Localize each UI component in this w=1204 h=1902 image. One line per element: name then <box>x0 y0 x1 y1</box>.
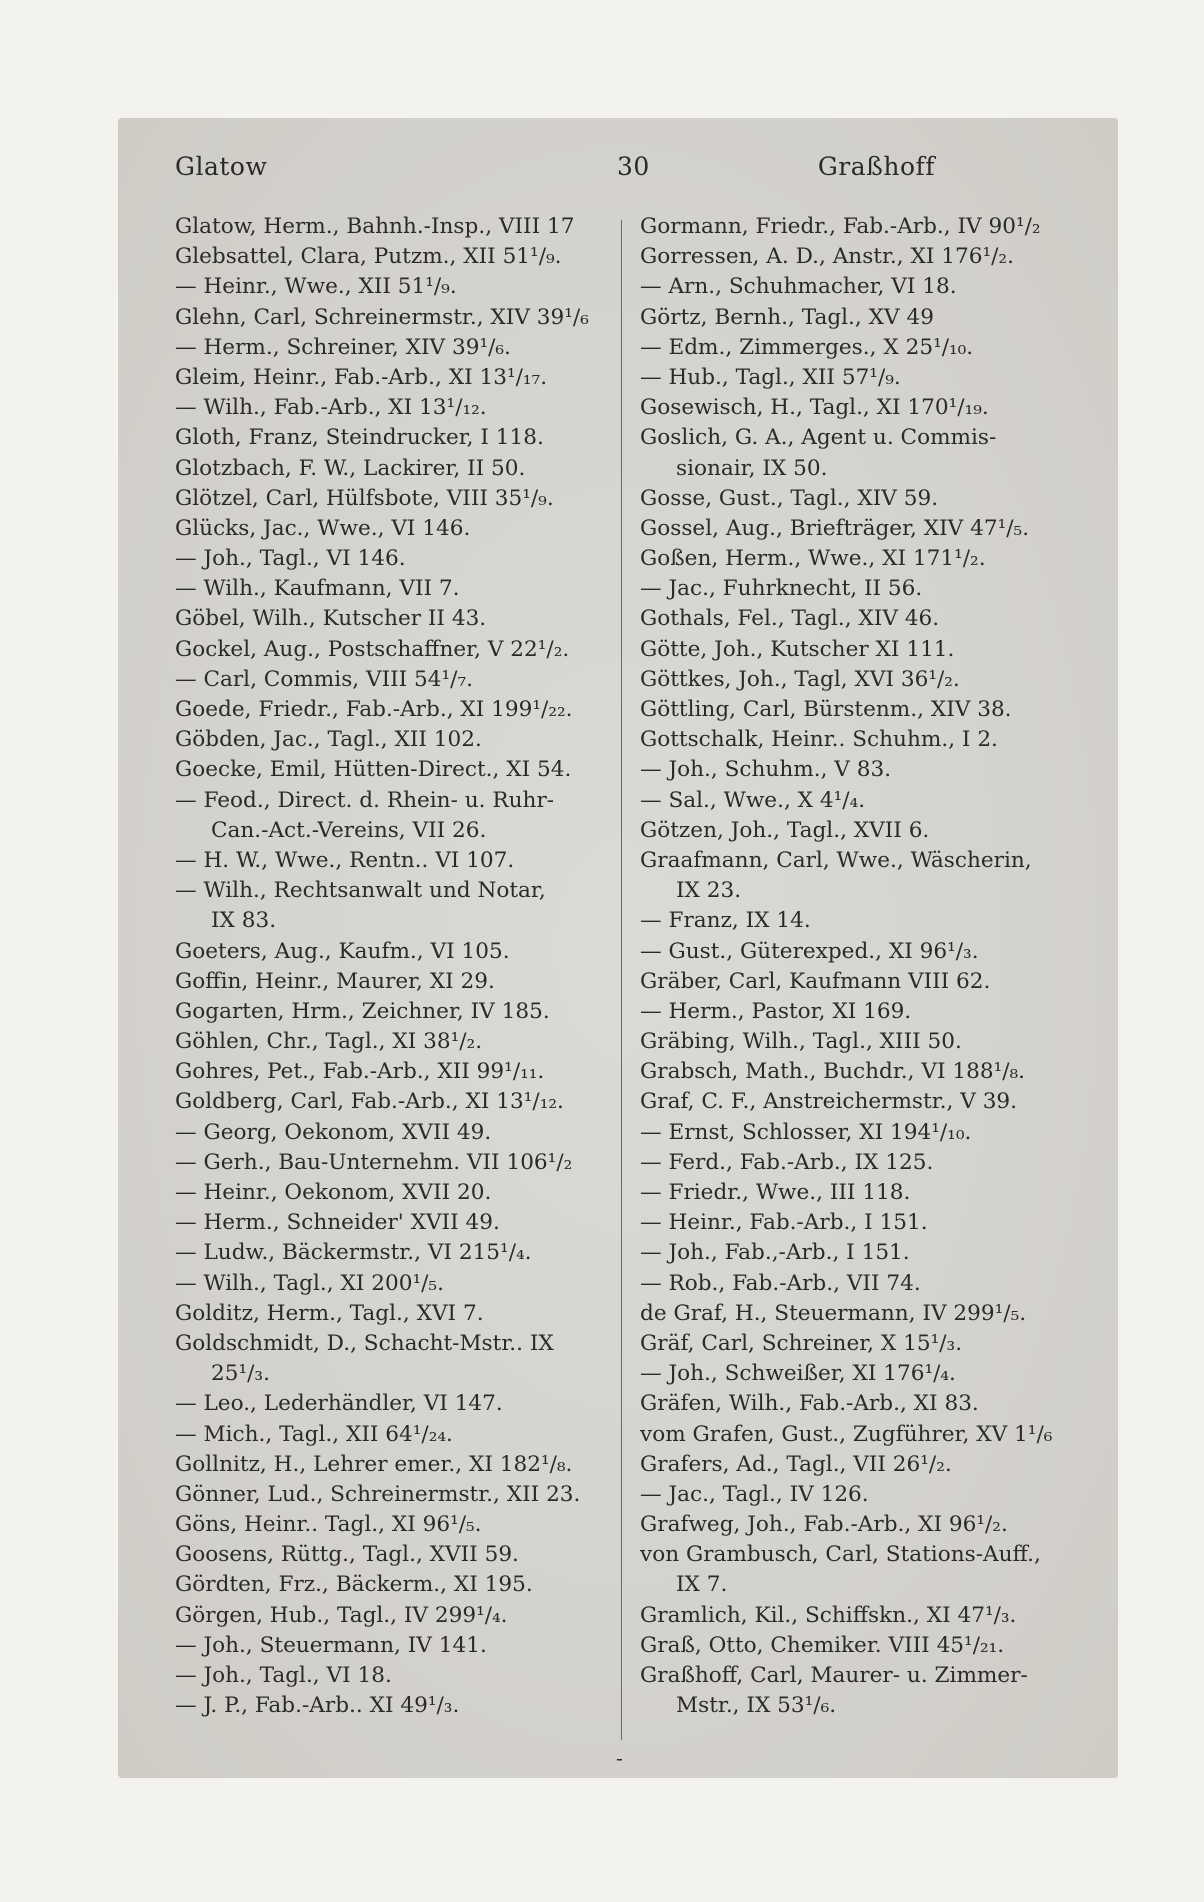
directory-entry: — Georg, Oekonom, XVII 49. <box>175 1119 492 1145</box>
directory-entry: Gorressen, A. D., Anstr., XI 176¹/₂. <box>640 244 1014 270</box>
directory-entry: IX 23. <box>676 878 742 904</box>
directory-entry: — Jac., Fuhrknecht, II 56. <box>640 576 923 602</box>
directory-entry: — Carl, Commis, VIII 54¹/₇. <box>175 666 473 692</box>
directory-entry: — Heinr., Fab.-Arb., I 151. <box>640 1210 928 1236</box>
directory-entry: Goffin, Heinr., Maurer, XI 29. <box>175 968 495 994</box>
directory-entry: Gräber, Carl, Kaufmann VIII 62. <box>640 968 991 994</box>
directory-entry: — Jac., Tagl., IV 126. <box>640 1481 869 1507</box>
directory-entry: Gogarten, Hrm., Zeichner, IV 185. <box>175 998 550 1024</box>
directory-entry: — Franz, IX 14. <box>640 908 811 934</box>
directory-entry: — Herm., Pastor, XI 169. <box>640 998 912 1024</box>
directory-entry: — Arn., Schuhmacher, VI 18. <box>640 274 957 300</box>
directory-entry: Glötzel, Carl, Hülfsbote, VIII 35¹/₉. <box>175 485 554 511</box>
directory-entry: — Feod., Direct. d. Rhein- u. Ruhr- <box>175 787 555 813</box>
directory-entry: Glotzbach, F. W., Lackirer, II 50. <box>175 455 526 481</box>
directory-entry: Mstr., IX 53¹/₆. <box>676 1693 837 1719</box>
directory-entry: Gosewisch, H., Tagl., XI 170¹/₁₉. <box>640 395 989 421</box>
directory-entry: Gönner, Lud., Schreinermstr., XII 23. <box>175 1481 581 1507</box>
directory-entry: Göns, Heinr.. Tagl., XI 96¹/₅. <box>175 1512 482 1538</box>
directory-entry: Golditz, Herm., Tagl., XVI 7. <box>175 1300 484 1326</box>
left-column <box>175 212 615 1721</box>
directory-entry: — Hub., Tagl., XII 57¹/₉. <box>640 364 901 390</box>
directory-entry: — Sal., Wwe., X 4¹/₄. <box>640 787 866 813</box>
directory-entry: vom Grafen, Gust., Zugführer, XV 1¹/₆ <box>640 1421 1053 1447</box>
running-header <box>175 152 935 192</box>
directory-entry: Glücks, Jac., Wwe., VI 146. <box>175 515 471 541</box>
directory-entry: Gossel, Aug., Briefträger, XIV 47¹/₅. <box>640 515 1030 541</box>
directory-entry: — Wilh., Fab.-Arb., XI 13¹/₁₂. <box>175 395 487 421</box>
directory-entry: — Joh., Schweißer, XI 176¹/₄. <box>640 1361 956 1387</box>
directory-entry: Graßhoff, Carl, Maurer- u. Zimmer- <box>640 1663 1028 1688</box>
directory-entry: — Gerh., Bau-Unternehm. VII 106¹/₂ <box>175 1149 573 1175</box>
directory-entry: Goslich, G. A., Agent u. Commis- <box>640 425 997 451</box>
directory-entry: Gormann, Friedr., Fab.-Arb., IV 90¹/₂ <box>640 214 1041 239</box>
right-column <box>640 212 1080 1721</box>
directory-entry: — Edm., Zimmerges., X 25¹/₁₀. <box>640 334 974 360</box>
directory-entry: — Heinr., Oekonom, XVII 20. <box>175 1180 492 1205</box>
directory-entry: IX 7. <box>676 1572 728 1598</box>
directory-entry: Götzen, Joh., Tagl., XVII 6. <box>640 817 930 843</box>
directory-entry: — Joh., Steuermann, IV 141. <box>175 1632 487 1658</box>
directory-entry: Göttling, Carl, Bürstenm., XIV 38. <box>640 697 1012 722</box>
directory-entry: Gottschalk, Heinr.. Schuhm., I 2. <box>640 727 998 753</box>
directory-entry: — Ludw., Bäckermstr., VI 215¹/₄. <box>175 1240 532 1266</box>
directory-entry: — Ernst, Schlosser, XI 194¹/₁₀. <box>640 1119 972 1145</box>
directory-entry: Gosse, Gust., Tagl., XIV 59. <box>640 485 939 511</box>
directory-entry: IX 83. <box>211 908 277 934</box>
directory-entry: — Leo., Lederhändler, VI 147. <box>175 1391 503 1417</box>
directory-entry: — Friedr., Wwe., III 118. <box>640 1180 911 1205</box>
directory-entry: Gräbing, Wilh., Tagl., XIII 50. <box>640 1029 962 1055</box>
directory-entry: — Herm., Schreiner, XIV 39¹/₆. <box>175 334 511 360</box>
directory-entry: Graf, C. F., Anstreichermstr., V 39. <box>640 1089 1018 1115</box>
directory-entry: — Joh., Fab.,-Arb., I 151. <box>640 1240 910 1266</box>
directory-entry: Görgen, Hub., Tagl., IV 299¹/₄. <box>175 1602 508 1628</box>
directory-entry: — Joh., Tagl., VI 18. <box>175 1663 392 1688</box>
directory-entry: Goldschmidt, D., Schacht-Mstr.. IX <box>175 1330 554 1356</box>
directory-entry: — Heinr., Wwe., XII 51¹/₉. <box>175 274 457 300</box>
directory-entry: Grafers, Ad., Tagl., VII 26¹/₂. <box>640 1451 952 1477</box>
directory-entry: Can.-Act.-Vereins, VII 26. <box>211 817 487 843</box>
directory-entry: — J. P., Fab.-Arb.. XI 49¹/₃. <box>175 1693 460 1719</box>
directory-entry: Glatow, Herm., Bahnh.-Insp., VIII 17 <box>175 214 575 239</box>
directory-entry: — Gust., Güterexped., XI 96¹/₃. <box>640 938 979 964</box>
column-divider <box>621 220 622 1740</box>
directory-entry: Goldberg, Carl, Fab.-Arb., XI 13¹/₁₂. <box>175 1089 564 1115</box>
directory-entry: — Herm., Schneider' XVII 49. <box>175 1210 500 1236</box>
page-number: 30 <box>617 152 650 181</box>
directory-entry: Gräf, Carl, Schreiner, X 15¹/₃. <box>640 1330 963 1356</box>
directory-entry: Göhlen, Chr., Tagl., XI 38¹/₂. <box>175 1029 483 1055</box>
directory-entry: de Graf, H., Steuermann, IV 299¹/₅. <box>640 1300 1027 1326</box>
directory-entry: Grabsch, Math., Buchdr., VI 188¹/₈. <box>640 1059 1026 1085</box>
directory-entry: — Joh., Schuhm., V 83. <box>640 757 892 783</box>
directory-entry: — Mich., Tagl., XII 64¹/₂₄. <box>175 1421 453 1447</box>
directory-entry: Goßen, Herm., Wwe., XI 171¹/₂. <box>640 546 986 572</box>
directory-entry: 25¹/₃. <box>211 1361 270 1387</box>
directory-entry: Gockel, Aug., Postschaffner, V 22¹/₂. <box>175 636 570 662</box>
directory-entry: — Joh., Tagl., VI 146. <box>175 546 406 572</box>
directory-entry: Götte, Joh., Kutscher XI 111. <box>640 636 955 662</box>
directory-entry: Gleim, Heinr., Fab.-Arb., XI 13¹/₁₇. <box>175 364 548 390</box>
directory-entry: sionair, IX 50. <box>676 455 828 481</box>
directory-entry: — Rob., Fab.-Arb., VII 74. <box>640 1270 921 1296</box>
directory-entry: Gräfen, Wilh., Fab.-Arb., XI 83. <box>640 1391 979 1417</box>
directory-entry: Goede, Friedr., Fab.-Arb., XI 199¹/₂₂. <box>175 697 573 722</box>
header-right-catchword: Graßhoff <box>817 152 935 181</box>
directory-entry: Glebsattel, Clara, Putzm., XII 51¹/₉. <box>175 244 562 270</box>
directory-entry: — H. W., Wwe., Rentn.. VI 107. <box>175 847 515 873</box>
directory-entry: Gramlich, Kil., Schiffskn., XI 47¹/₃. <box>640 1602 1017 1628</box>
directory-entry: Grafweg, Joh., Fab.-Arb., XI 96¹/₂. <box>640 1512 1008 1538</box>
directory-entry: Glehn, Carl, Schreinermstr., XIV 39¹/₆ <box>175 304 589 330</box>
directory-entry: Graafmann, Carl, Wwe., Wäscherin, <box>640 847 1032 873</box>
directory-entry: Goeters, Aug., Kaufm., VI 105. <box>175 938 510 964</box>
directory-entry: Goosens, Rüttg., Tagl., XVII 59. <box>175 1542 519 1568</box>
directory-entry: Gloth, Franz, Steindrucker, I 118. <box>175 425 544 451</box>
directory-entry: — Wilh., Kaufmann, VII 7. <box>175 576 460 602</box>
header-left-catchword: Glatow <box>175 152 268 181</box>
directory-entry: von Grambusch, Carl, Stations-Auff., <box>640 1542 1041 1568</box>
directory-entry: Göbel, Wilh., Kutscher II 43. <box>175 606 487 632</box>
directory-entry: Gothals, Fel., Tagl., XIV 46. <box>640 606 940 632</box>
directory-entry: — Wilh., Tagl., XI 200¹/₅. <box>175 1270 444 1296</box>
directory-entry: Göbden, Jac., Tagl., XII 102. <box>175 727 482 753</box>
directory-entry: — Wilh., Rechtsanwalt und Notar, <box>175 878 546 904</box>
directory-entry: Göttkes, Joh., Tagl, XVI 36¹/₂. <box>640 666 960 692</box>
directory-entry: Graß, Otto, Chemiker. VIII 45¹/₂₁. <box>640 1632 1005 1658</box>
directory-entry: Görtz, Bernh., Tagl., XV 49 <box>640 304 934 330</box>
directory-entry: Gördten, Frz., Bäckerm., XI 195. <box>175 1572 533 1598</box>
directory-entry: Gollnitz, H., Lehrer emer., XI 182¹/₈. <box>175 1451 573 1477</box>
directory-entry: Goecke, Emil, Hütten-Direct., XI 54. <box>175 757 572 783</box>
directory-entry: Gohres, Pet., Fab.-Arb., XII 99¹/₁₁. <box>175 1059 545 1085</box>
directory-entry: — Ferd., Fab.-Arb., IX 125. <box>640 1149 934 1175</box>
footer-mark: - <box>616 1746 623 1770</box>
